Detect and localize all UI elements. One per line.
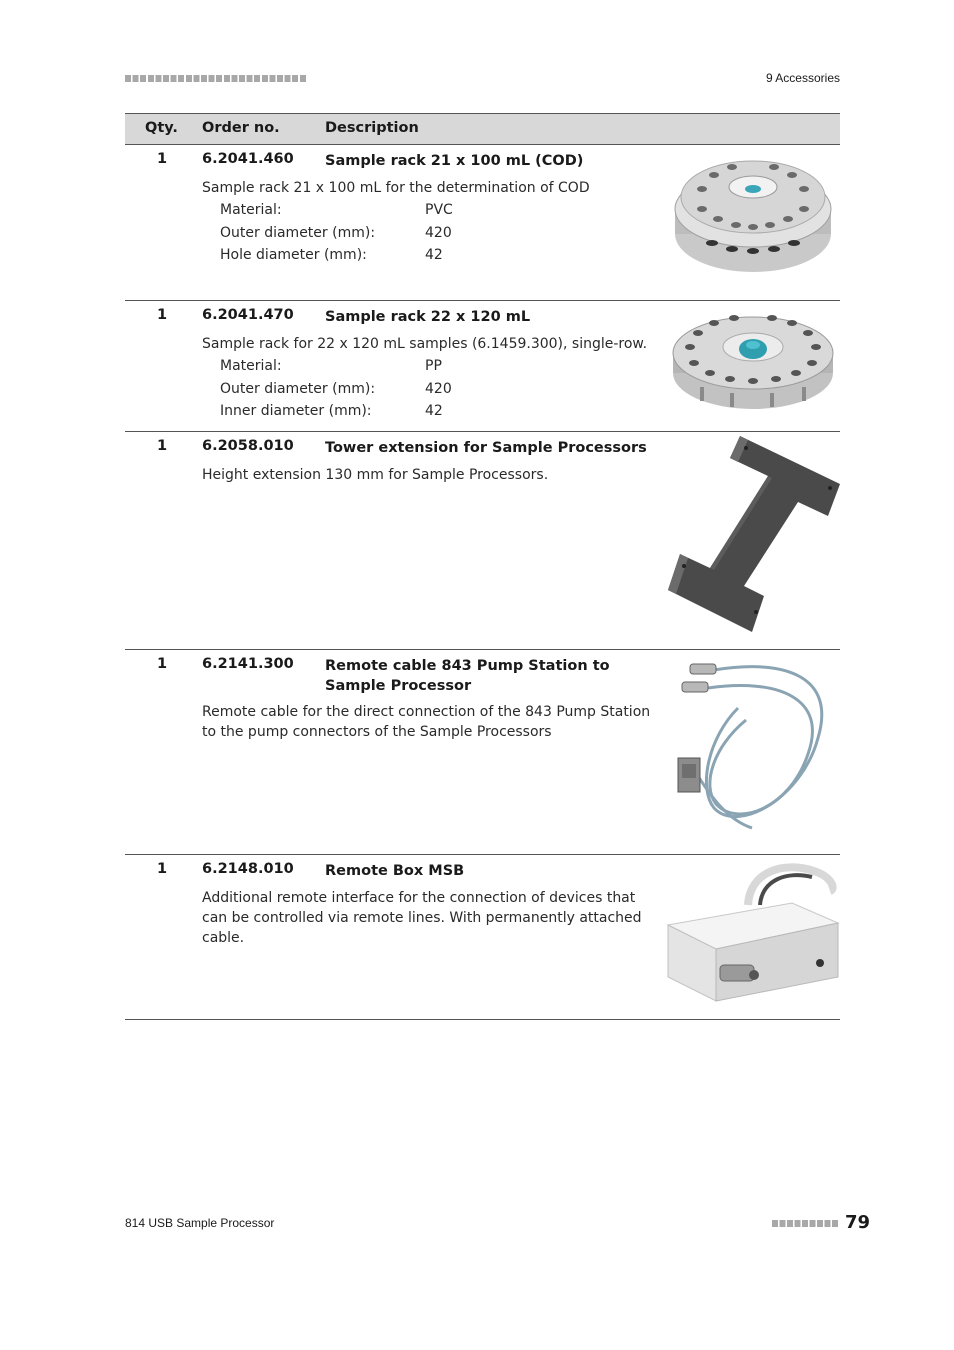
column-header-order-no: Order no.: [202, 120, 280, 136]
footer-product-name: 814 USB Sample Processor: [125, 1216, 275, 1230]
remote-box-image: [664, 861, 840, 1005]
column-header-description: Description: [325, 120, 419, 136]
row-order-no: 6.2041.470: [202, 307, 294, 323]
row-qty: 1: [157, 861, 168, 877]
property-row: [220, 403, 540, 426]
table-row: [125, 650, 840, 855]
property-value: PVC: [425, 202, 453, 218]
property-label: Material:: [220, 358, 282, 374]
footer-decoration: [772, 1220, 839, 1227]
table-header: [125, 113, 840, 145]
tower-extension-image: [668, 436, 840, 634]
row-title: Remote Box MSB: [325, 863, 465, 879]
property-label: Inner diameter (mm):: [220, 403, 372, 419]
page-number: 79: [845, 1212, 871, 1233]
property-label: Material:: [220, 202, 282, 218]
row-order-no: 6.2148.010: [202, 861, 294, 877]
property-row: [220, 202, 540, 225]
table-row: [125, 855, 840, 1020]
table-row: [125, 145, 840, 301]
property-value: PP: [425, 358, 442, 374]
row-qty: 1: [157, 151, 168, 167]
property-label: Hole diameter (mm):: [220, 247, 367, 263]
row-description: Height extension 130 mm for Sample Processors.: [202, 467, 549, 483]
remote-cable-image: [668, 658, 832, 838]
property-list: [220, 202, 540, 270]
row-qty: 1: [157, 307, 168, 323]
row-title: Sample rack 21 x 100 mL (COD): [325, 153, 584, 169]
property-value: 42: [425, 247, 443, 263]
row-title: Remote cable 843 Pump Station to Sample Processor: [325, 658, 610, 694]
property-label: Outer diameter (mm):: [220, 224, 376, 241]
row-order-no: 6.2041.460: [202, 151, 294, 167]
row-qty: 1: [157, 656, 168, 672]
property-value: 420: [425, 224, 452, 241]
property-value: 42: [425, 403, 443, 419]
row-order-no: 6.2058.010: [202, 438, 294, 454]
row-description: Sample rack 21 x 100 mL for the determination of COD: [202, 180, 590, 196]
property-row: [220, 358, 540, 381]
property-row: [220, 225, 540, 248]
row-description: Additional remote interface for the connection of devices that can be controlled via remote lines. With permanently attached cable.: [202, 890, 642, 946]
row-title: Tower extension for Sample Processors: [325, 440, 647, 456]
sample-rack-22-image: [670, 307, 836, 413]
column-header-qty: Qty.: [145, 120, 178, 136]
row-title: Sample rack 22 x 120 mL: [325, 309, 531, 325]
header-decoration: [125, 75, 307, 82]
property-list: [220, 358, 540, 426]
row-order-no: 6.2141.300: [202, 656, 294, 672]
property-row: [220, 247, 540, 270]
section-title: 9 Accessories: [765, 71, 840, 85]
row-qty: 1: [157, 438, 168, 454]
property-value: 420: [425, 380, 452, 397]
accessories-table: [125, 113, 840, 1020]
property-label: Outer diameter (mm):: [220, 380, 376, 397]
sample-rack-21-image: [672, 149, 834, 279]
table-row: [125, 301, 840, 432]
table-row: [125, 432, 840, 650]
row-description: Sample rack for 22 x 120 mL samples (6.1459.300), single-row.: [202, 336, 648, 352]
row-description: Remote cable for the direct connection of the 843 Pump Station to the pump connectors of the Sample Processors: [202, 704, 651, 740]
property-row: [220, 381, 540, 404]
